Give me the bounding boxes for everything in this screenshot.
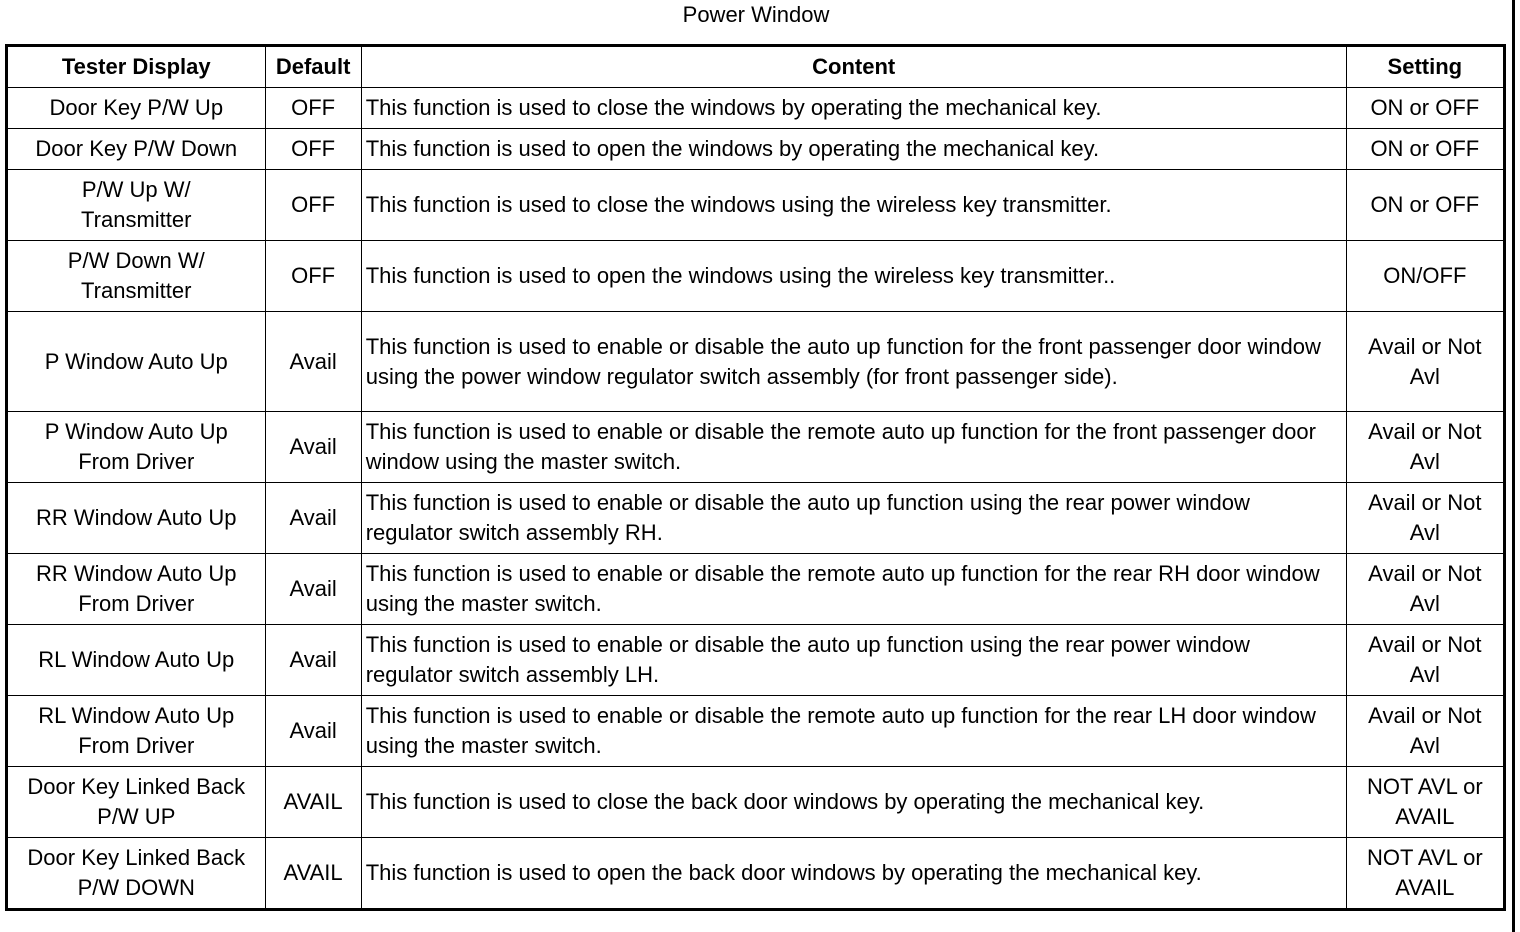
- table-row: [7, 767, 1505, 838]
- table-row: [7, 170, 1505, 241]
- header-tester-display: Tester Display: [7, 46, 266, 88]
- setting-cell: Avail or Not Avl: [1346, 483, 1504, 554]
- setting-cell: Avail or Not Avl: [1346, 554, 1504, 625]
- setting-cell: Avail or Not Avl: [1346, 412, 1504, 483]
- default-cell: OFF: [265, 129, 361, 170]
- content-cell: This function is used to enable or disable the remote auto up function for the rear RH door window using the master switch.: [361, 554, 1346, 625]
- tester-display-cell: Door Key P/W Down: [7, 129, 266, 170]
- table-row: [7, 696, 1505, 767]
- tester-display-cell: RL Window Auto Up: [7, 625, 266, 696]
- tester-display-cell: Door Key Linked Back P/W DOWN: [7, 838, 266, 910]
- setting-cell: NOT AVL or AVAIL: [1346, 767, 1504, 838]
- setting-cell: ON or OFF: [1346, 170, 1504, 241]
- setting-cell: ON/OFF: [1346, 241, 1504, 312]
- tester-display-cell: P Window Auto Up From Driver: [7, 412, 266, 483]
- setting-cell: Avail or Not Avl: [1346, 312, 1504, 412]
- content-cell: This function is used to enable or disable the auto up function for the front passenger door window using the power window regulator switch assembly (for front passenger side).: [361, 312, 1346, 412]
- default-cell: Avail: [265, 483, 361, 554]
- content-cell: This function is used to enable or disable the remote auto up function for the rear LH door window using the master switch.: [361, 696, 1346, 767]
- content-cell: This function is used to close the back door windows by operating the mechanical key.: [361, 767, 1346, 838]
- table-row: [7, 412, 1505, 483]
- table-header-row: [7, 46, 1505, 88]
- default-cell: Avail: [265, 696, 361, 767]
- tester-display-cell: P/W Up W/ Transmitter: [7, 170, 266, 241]
- tester-display-cell: RR Window Auto Up: [7, 483, 266, 554]
- content-cell: This function is used to enable or disable the remote auto up function for the front passenger door window using the master switch.: [361, 412, 1346, 483]
- tester-display-cell: Door Key P/W Up: [7, 88, 266, 129]
- default-cell: AVAIL: [265, 767, 361, 838]
- page-edge-rule: [1512, 0, 1515, 932]
- default-cell: Avail: [265, 625, 361, 696]
- table-row: [7, 625, 1505, 696]
- default-cell: Avail: [265, 554, 361, 625]
- default-cell: OFF: [265, 88, 361, 129]
- tester-display-cell: RL Window Auto Up From Driver: [7, 696, 266, 767]
- table-row: [7, 312, 1505, 412]
- content-cell: This function is used to open the windows using the wireless key transmitter..: [361, 241, 1346, 312]
- default-cell: OFF: [265, 170, 361, 241]
- content-cell: This function is used to close the windows using the wireless key transmitter.: [361, 170, 1346, 241]
- tester-display-cell: P/W Down W/ Transmitter: [7, 241, 266, 312]
- default-cell: Avail: [265, 412, 361, 483]
- setting-cell: ON or OFF: [1346, 88, 1504, 129]
- setting-cell: Avail or Not Avl: [1346, 625, 1504, 696]
- page-title: Power Window: [682, 2, 830, 27]
- table-row: [7, 129, 1505, 170]
- table-row: [7, 88, 1505, 129]
- table-row: [7, 483, 1505, 554]
- tester-display-cell: P Window Auto Up: [7, 312, 266, 412]
- header-setting: Setting: [1346, 46, 1504, 88]
- header-content: Content: [361, 46, 1346, 88]
- tester-display-cell: Door Key Linked Back P/W UP: [7, 767, 266, 838]
- tester-display-cell: RR Window Auto Up From Driver: [7, 554, 266, 625]
- setting-cell: ON or OFF: [1346, 129, 1504, 170]
- table-row: [7, 241, 1505, 312]
- content-cell: This function is used to open the windows by operating the mechanical key.: [361, 129, 1346, 170]
- setting-cell: Avail or Not Avl: [1346, 696, 1504, 767]
- content-cell: This function is used to close the windows by operating the mechanical key.: [361, 88, 1346, 129]
- default-cell: OFF: [265, 241, 361, 312]
- table-row: [7, 554, 1505, 625]
- default-cell: AVAIL: [265, 838, 361, 910]
- default-cell: Avail: [265, 312, 361, 412]
- setting-cell: NOT AVL or AVAIL: [1346, 838, 1504, 910]
- table-row: [7, 838, 1505, 910]
- content-cell: This function is used to enable or disable the auto up function using the rear power window regulator switch assembly LH.: [361, 625, 1346, 696]
- power-window-table: [5, 44, 1506, 911]
- content-cell: This function is used to enable or disable the auto up function using the rear power window regulator switch assembly RH.: [361, 483, 1346, 554]
- content-cell: This function is used to open the back door windows by operating the mechanical key.: [361, 838, 1346, 910]
- header-default: Default: [265, 46, 361, 88]
